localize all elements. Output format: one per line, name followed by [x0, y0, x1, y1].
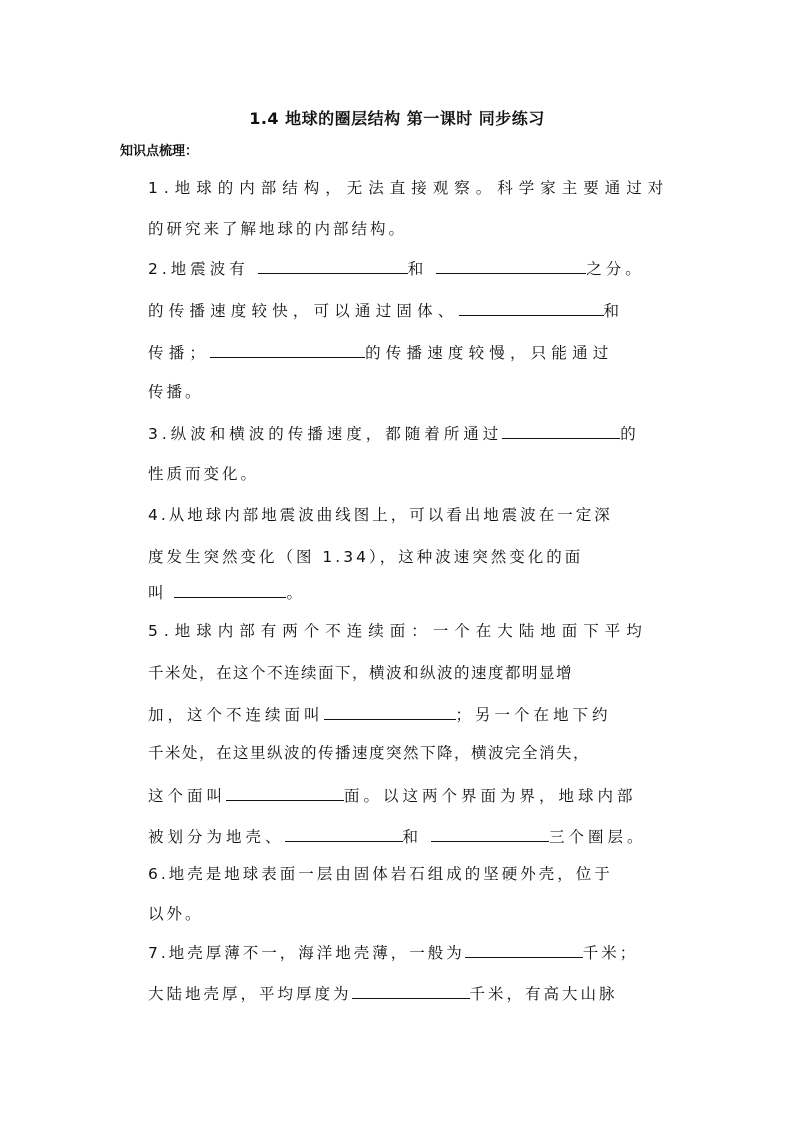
- q5-line-4: [148, 741, 668, 765]
- q5-text-4: 千米处，在这里纵波的传播速度突然下降，横波完全消失，: [148, 744, 591, 762]
- q2-text-1b: 和: [407, 260, 428, 278]
- q1-text-2: 的研究来了解地球的内部结构。: [148, 220, 408, 238]
- q2-text-4: 传播。: [148, 383, 204, 401]
- blank-field[interactable]: [502, 421, 620, 439]
- q3-line-1: [148, 421, 668, 445]
- blank-field[interactable]: [352, 981, 470, 999]
- q5-line-2: [148, 661, 668, 685]
- q6-text-2: 以外。: [148, 905, 204, 923]
- q4-line-2: [148, 545, 668, 569]
- q2-text-1a: 2.地震波有: [148, 260, 249, 278]
- q7-line-2: [148, 981, 668, 1005]
- q2-text-3a: 传播；: [148, 344, 211, 362]
- q4-text-1: 4.从地球内部地震波曲线图上，可以看出地震波在一定深: [148, 506, 613, 524]
- q5-text-6a: 被划分为地壳、: [148, 828, 285, 846]
- q5-text-5a: 这个面叫: [148, 787, 227, 805]
- q7-text-1a: 7.地壳厚薄不一，海洋地壳薄，一般为: [148, 944, 465, 962]
- q7-line-1: [148, 940, 668, 964]
- q2-text-3b: 的传播速度较慢，只能通过: [365, 344, 614, 362]
- q5-line-5: [148, 783, 668, 807]
- q4-text-3a: 叫: [148, 584, 167, 602]
- blank-field[interactable]: [459, 298, 604, 316]
- q5-text-6b: 和: [402, 828, 423, 846]
- q2-text-1c: 之分。: [586, 260, 645, 278]
- q4-line-1: [148, 503, 668, 527]
- blank-field[interactable]: [258, 256, 408, 274]
- q2-text-2b: 和: [603, 302, 625, 320]
- q1-line-2: [148, 217, 668, 241]
- q3-text-1b: 的: [620, 425, 640, 443]
- q1-line-1: [148, 176, 668, 200]
- blank-field[interactable]: [226, 783, 344, 801]
- q6-line-1: [148, 862, 668, 886]
- q3-line-2: [148, 462, 668, 486]
- q5-text-3b: ；另一个在地下约: [455, 706, 612, 724]
- q2-line-2: [148, 298, 668, 322]
- q5-text-5b: 面。以这两个界面为界，地球内部: [344, 787, 637, 805]
- blank-field[interactable]: [436, 256, 586, 274]
- q7-text-2a: 大陆地壳厚，平均厚度为: [148, 985, 352, 1003]
- blank-field[interactable]: [285, 824, 403, 842]
- q5-text-3a: 加，这个不连续面叫: [148, 706, 324, 724]
- q5-text-6c: 三个圈层。: [548, 828, 647, 846]
- q5-line-3: [148, 702, 668, 726]
- q3-text-2: 性质而变化。: [148, 465, 260, 483]
- q2-line-3: [148, 340, 668, 364]
- q4-text-2: 度发生突然变化（图 1.34），这种波速突然变化的面: [148, 548, 584, 566]
- q6-text-1: 6.地壳是地球表面一层由固体岩石组成的坚硬外壳，位于: [148, 865, 613, 883]
- q5-text-2: 千米处，在这个不连续面下，横波和纵波的速度都明显增: [148, 664, 574, 682]
- q5-line-6: [148, 824, 668, 848]
- q4-line-3: [148, 580, 668, 604]
- blank-field[interactable]: [324, 702, 456, 720]
- page-title: 1.4 地球的圈层结构 第一课时 同步练习: [249, 109, 545, 128]
- q2-text-2a: 的传播速度较快，可以通过固体、: [148, 302, 459, 320]
- q7-text-1b: 千米；: [582, 944, 639, 962]
- q4-text-3b: 。: [286, 584, 305, 602]
- blank-field[interactable]: [431, 824, 549, 842]
- blank-field[interactable]: [174, 580, 286, 598]
- q6-line-2: [148, 902, 668, 926]
- q7-text-2b: 千米，有高大山脉: [469, 985, 618, 1003]
- q3-text-1a: 3.纵波和横波的传播速度，都随着所通过: [148, 425, 503, 443]
- blank-field[interactable]: [465, 940, 583, 958]
- q5-text-1: 5.地球内部有两个不连续面：一个在大陆地面下平均: [148, 622, 648, 640]
- q2-line-4: [148, 380, 668, 404]
- q5-line-1: [148, 619, 668, 643]
- q1-text-1: 1.地球的内部结构，无法直接观察。科学家主要通过对: [148, 179, 670, 197]
- blank-field[interactable]: [210, 340, 365, 358]
- section-heading: 知识点梳理：: [120, 144, 199, 159]
- q2-line-1: [148, 256, 668, 280]
